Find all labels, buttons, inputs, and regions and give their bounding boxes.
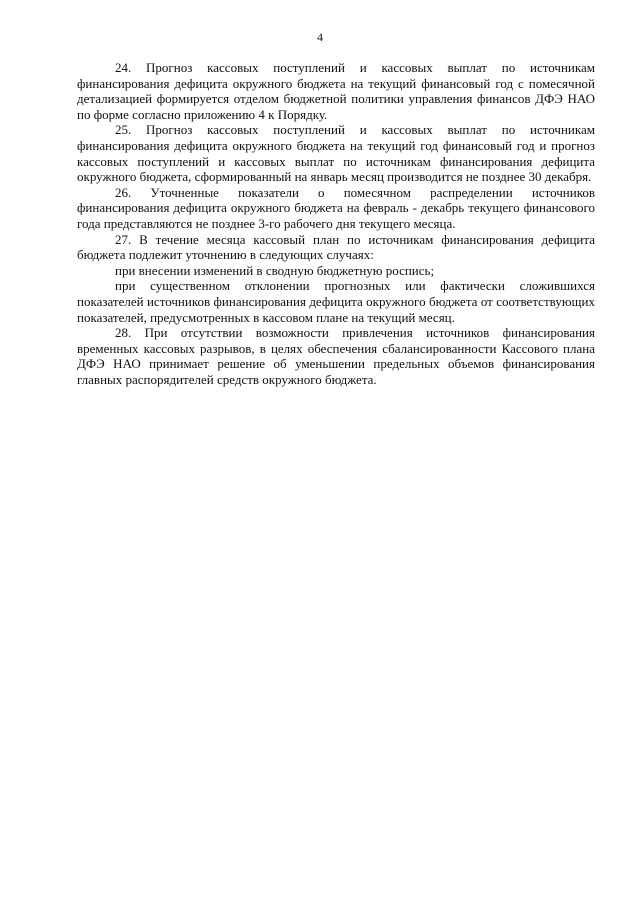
paragraph-27-case-2: при существенном отклонении прогнозных или фактически сложившихся показателей источников финансирования дефицита окружного бюджета от соответствующих показателей, предусмотренных в кассовом плане на текущий месяц. bbox=[77, 278, 595, 325]
document-body bbox=[77, 60, 595, 387]
paragraph-27: 27. В течение месяца кассовый план по источникам финансирования дефицита бюджета подлежит уточнению в следующих случаях: bbox=[77, 231, 595, 263]
paragraph-27-case-1: при внесении изменений в сводную бюджетную роспись; bbox=[115, 262, 435, 278]
paragraph-26: 26. Уточненные показатели о помесячном распределении источников финансирования дефицита окружного бюджета на февраль - декабрь текущего финансового года представляются не позднее 3-го рабочего дня текущего месяца. bbox=[77, 184, 595, 231]
paragraph-28: 28. При отсутствии возможности привлечения источников финансирования временных кассовых разрывов, в целях обеспечения сбалансированности Кассового плана ДФЭ НАО принимает решение об уменьшении предельных объемов финансирования главных распорядителей средств окружного бюджета. bbox=[77, 325, 595, 387]
paragraph-25: 25. Прогноз кассовых поступлений и кассовых выплат по источникам финансирования дефицита окружного бюджета на текущий год финансовый год и прогноз кассовых поступлений и кассовых выплат по источникам финансирования дефицита окружного бюджета, сформированный на январь месяц производится не позднее 30 декабря. bbox=[77, 122, 595, 185]
paragraph-24: 24. Прогноз кассовых поступлений и кассовых выплат по источникам финансирования дефицита окружного бюджета на текущий финансовый год с помесячной детализацией формируется отделом бюджетной политики управления финансов ДФЭ НАО по форме согласно приложению 4 к Порядку. bbox=[77, 60, 595, 122]
page-number: 4 bbox=[317, 30, 323, 44]
